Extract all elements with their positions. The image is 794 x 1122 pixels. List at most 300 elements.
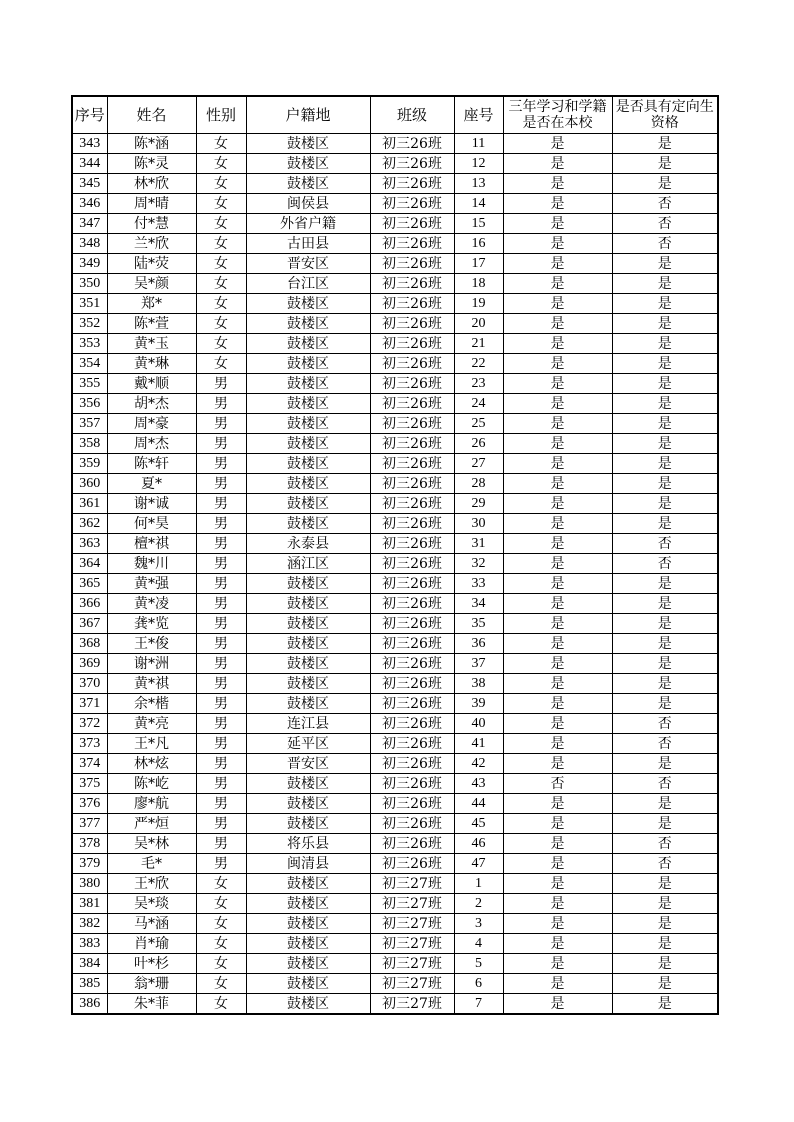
gender-cell: 男 — [196, 494, 246, 514]
class-cell: 初三26班 — [370, 354, 454, 374]
seq-cell: 357 — [72, 414, 107, 434]
qualified-cell: 是 — [612, 134, 718, 154]
table-row — [72, 614, 718, 634]
seq-cell: 353 — [72, 334, 107, 354]
qualified-cell: 否 — [612, 834, 718, 854]
name-cell: 黄*亮 — [107, 714, 196, 734]
hukou-cell: 鼓楼区 — [246, 934, 370, 954]
class-cell: 初三26班 — [370, 554, 454, 574]
seat-cell: 32 — [454, 554, 503, 574]
class-cell: 初三26班 — [370, 474, 454, 494]
class-cell: 初三26班 — [370, 814, 454, 834]
three-year-cell: 是 — [503, 994, 612, 1015]
three-year-cell: 是 — [503, 914, 612, 934]
qualified-cell: 是 — [612, 654, 718, 674]
student-roster-table — [71, 95, 719, 1015]
name-cell: 林*炫 — [107, 754, 196, 774]
hukou-cell: 鼓楼区 — [246, 974, 370, 994]
seat-cell: 6 — [454, 974, 503, 994]
qualified-cell: 否 — [612, 234, 718, 254]
gender-cell: 女 — [196, 134, 246, 154]
three-year-cell: 是 — [503, 894, 612, 914]
hukou-cell: 鼓楼区 — [246, 474, 370, 494]
class-cell: 初三26班 — [370, 274, 454, 294]
name-cell: 吴*颜 — [107, 274, 196, 294]
table-row — [72, 594, 718, 614]
hukou-cell: 鼓楼区 — [246, 874, 370, 894]
seq-cell: 373 — [72, 734, 107, 754]
class-cell: 初三26班 — [370, 234, 454, 254]
header-qualified: 是否具有定向生资格 — [612, 96, 718, 134]
seq-cell: 367 — [72, 614, 107, 634]
gender-cell: 女 — [196, 254, 246, 274]
qualified-cell: 否 — [612, 774, 718, 794]
seq-cell: 351 — [72, 294, 107, 314]
three-year-cell: 是 — [503, 594, 612, 614]
qualified-cell: 是 — [612, 754, 718, 774]
three-year-cell: 是 — [503, 374, 612, 394]
class-cell: 初三27班 — [370, 954, 454, 974]
name-cell: 陈*灵 — [107, 154, 196, 174]
seq-cell: 348 — [72, 234, 107, 254]
name-cell: 黄*玉 — [107, 334, 196, 354]
name-cell: 肖*瑜 — [107, 934, 196, 954]
seat-cell: 13 — [454, 174, 503, 194]
class-cell: 初三26班 — [370, 414, 454, 434]
class-cell: 初三26班 — [370, 534, 454, 554]
seat-cell: 1 — [454, 874, 503, 894]
qualified-cell: 是 — [612, 974, 718, 994]
gender-cell: 男 — [196, 674, 246, 694]
qualified-cell: 是 — [612, 694, 718, 714]
qualified-cell: 是 — [612, 994, 718, 1015]
qualified-cell: 是 — [612, 274, 718, 294]
table-row — [72, 694, 718, 714]
seq-cell: 356 — [72, 394, 107, 414]
name-cell: 王*欣 — [107, 874, 196, 894]
table-row — [72, 274, 718, 294]
qualified-cell: 是 — [612, 334, 718, 354]
gender-cell: 男 — [196, 434, 246, 454]
hukou-cell: 鼓楼区 — [246, 894, 370, 914]
qualified-cell: 否 — [612, 854, 718, 874]
table-row — [72, 154, 718, 174]
class-cell: 初三26班 — [370, 294, 454, 314]
gender-cell: 女 — [196, 354, 246, 374]
hukou-cell: 鼓楼区 — [246, 174, 370, 194]
class-cell: 初三26班 — [370, 514, 454, 534]
name-cell: 翁*珊 — [107, 974, 196, 994]
qualified-cell: 是 — [612, 594, 718, 614]
three-year-cell: 是 — [503, 954, 612, 974]
seq-cell: 343 — [72, 134, 107, 154]
name-cell: 吴*琰 — [107, 894, 196, 914]
table-row — [72, 634, 718, 654]
seat-cell: 26 — [454, 434, 503, 454]
three-year-cell: 是 — [503, 634, 612, 654]
qualified-cell: 是 — [612, 314, 718, 334]
name-cell: 马*涵 — [107, 914, 196, 934]
class-cell: 初三26班 — [370, 794, 454, 814]
seq-cell: 364 — [72, 554, 107, 574]
seq-cell: 386 — [72, 994, 107, 1015]
qualified-cell: 否 — [612, 214, 718, 234]
gender-cell: 男 — [196, 574, 246, 594]
class-cell: 初三26班 — [370, 394, 454, 414]
three-year-cell: 是 — [503, 174, 612, 194]
three-year-cell: 是 — [503, 714, 612, 734]
three-year-cell: 是 — [503, 294, 612, 314]
hukou-cell: 永泰县 — [246, 534, 370, 554]
table-row — [72, 314, 718, 334]
gender-cell: 男 — [196, 394, 246, 414]
seq-cell: 355 — [72, 374, 107, 394]
hukou-cell: 鼓楼区 — [246, 694, 370, 714]
seat-cell: 20 — [454, 314, 503, 334]
hukou-cell: 鼓楼区 — [246, 634, 370, 654]
three-year-cell: 是 — [503, 934, 612, 954]
seat-cell: 33 — [454, 574, 503, 594]
seat-cell: 45 — [454, 814, 503, 834]
three-year-cell: 否 — [503, 774, 612, 794]
table-row — [72, 714, 718, 734]
hukou-cell: 鼓楼区 — [246, 354, 370, 374]
table-row — [72, 374, 718, 394]
seq-cell: 359 — [72, 454, 107, 474]
seat-cell: 7 — [454, 994, 503, 1015]
qualified-cell: 是 — [612, 154, 718, 174]
three-year-cell: 是 — [503, 454, 612, 474]
three-year-cell: 是 — [503, 154, 612, 174]
class-cell: 初三26班 — [370, 734, 454, 754]
seat-cell: 5 — [454, 954, 503, 974]
seq-cell: 375 — [72, 774, 107, 794]
table-row — [72, 474, 718, 494]
gender-cell: 女 — [196, 334, 246, 354]
qualified-cell: 是 — [612, 934, 718, 954]
table-row — [72, 734, 718, 754]
seq-cell: 345 — [72, 174, 107, 194]
gender-cell: 男 — [196, 754, 246, 774]
gender-cell: 男 — [196, 774, 246, 794]
header-gender: 性别 — [196, 96, 246, 134]
hukou-cell: 鼓楼区 — [246, 134, 370, 154]
qualified-cell: 是 — [612, 874, 718, 894]
seq-cell: 383 — [72, 934, 107, 954]
seat-cell: 15 — [454, 214, 503, 234]
seq-cell: 347 — [72, 214, 107, 234]
three-year-cell: 是 — [503, 314, 612, 334]
hukou-cell: 鼓楼区 — [246, 954, 370, 974]
gender-cell: 男 — [196, 534, 246, 554]
three-year-cell: 是 — [503, 754, 612, 774]
table-row — [72, 134, 718, 154]
three-year-cell: 是 — [503, 834, 612, 854]
gender-cell: 男 — [196, 514, 246, 534]
gender-cell: 女 — [196, 974, 246, 994]
seat-cell: 18 — [454, 274, 503, 294]
seat-cell: 23 — [454, 374, 503, 394]
name-cell: 朱*菲 — [107, 994, 196, 1015]
hukou-cell: 涵江区 — [246, 554, 370, 574]
name-cell: 陈*涵 — [107, 134, 196, 154]
hukou-cell: 古田县 — [246, 234, 370, 254]
name-cell: 陆*荧 — [107, 254, 196, 274]
gender-cell: 女 — [196, 314, 246, 334]
qualified-cell: 是 — [612, 354, 718, 374]
seq-cell: 372 — [72, 714, 107, 734]
qualified-cell: 否 — [612, 534, 718, 554]
table-row — [72, 834, 718, 854]
class-cell: 初三26班 — [370, 194, 454, 214]
hukou-cell: 鼓楼区 — [246, 514, 370, 534]
hukou-cell: 将乐县 — [246, 834, 370, 854]
name-cell: 兰*欣 — [107, 234, 196, 254]
qualified-cell: 是 — [612, 414, 718, 434]
table-row — [72, 174, 718, 194]
class-cell: 初三26班 — [370, 574, 454, 594]
gender-cell: 男 — [196, 814, 246, 834]
name-cell: 黄*琳 — [107, 354, 196, 374]
gender-cell: 男 — [196, 614, 246, 634]
class-cell: 初三26班 — [370, 214, 454, 234]
qualified-cell: 是 — [612, 894, 718, 914]
seq-cell: 384 — [72, 954, 107, 974]
class-cell: 初三26班 — [370, 634, 454, 654]
table-row — [72, 334, 718, 354]
hukou-cell: 鼓楼区 — [246, 574, 370, 594]
seq-cell: 376 — [72, 794, 107, 814]
gender-cell: 女 — [196, 194, 246, 214]
qualified-cell: 是 — [612, 434, 718, 454]
table-row — [72, 754, 718, 774]
qualified-cell: 是 — [612, 914, 718, 934]
class-cell: 初三26班 — [370, 774, 454, 794]
gender-cell: 男 — [196, 654, 246, 674]
name-cell: 夏* — [107, 474, 196, 494]
seq-cell: 366 — [72, 594, 107, 614]
hukou-cell: 鼓楼区 — [246, 674, 370, 694]
gender-cell: 女 — [196, 234, 246, 254]
class-cell: 初三26班 — [370, 494, 454, 514]
three-year-cell: 是 — [503, 414, 612, 434]
gender-cell: 女 — [196, 914, 246, 934]
qualified-cell: 是 — [612, 494, 718, 514]
hukou-cell: 鼓楼区 — [246, 434, 370, 454]
qualified-cell: 是 — [612, 374, 718, 394]
seat-cell: 12 — [454, 154, 503, 174]
class-cell: 初三26班 — [370, 854, 454, 874]
qualified-cell: 否 — [612, 554, 718, 574]
gender-cell: 女 — [196, 154, 246, 174]
gender-cell: 女 — [196, 934, 246, 954]
seq-cell: 379 — [72, 854, 107, 874]
table-row — [72, 914, 718, 934]
name-cell: 魏*川 — [107, 554, 196, 574]
class-cell: 初三26班 — [370, 314, 454, 334]
class-cell: 初三27班 — [370, 974, 454, 994]
table-row — [72, 774, 718, 794]
name-cell: 黄*强 — [107, 574, 196, 594]
three-year-cell: 是 — [503, 534, 612, 554]
name-cell: 王*俊 — [107, 634, 196, 654]
name-cell: 周*杰 — [107, 434, 196, 454]
three-year-cell: 是 — [503, 694, 612, 714]
seat-cell: 29 — [454, 494, 503, 514]
class-cell: 初三26班 — [370, 714, 454, 734]
seq-cell: 361 — [72, 494, 107, 514]
seat-cell: 42 — [454, 754, 503, 774]
name-cell: 谢*诚 — [107, 494, 196, 514]
seq-cell: 374 — [72, 754, 107, 774]
name-cell: 吴*林 — [107, 834, 196, 854]
three-year-cell: 是 — [503, 494, 612, 514]
table-row — [72, 434, 718, 454]
gender-cell: 男 — [196, 414, 246, 434]
class-cell: 初三26班 — [370, 434, 454, 454]
three-year-cell: 是 — [503, 974, 612, 994]
seat-cell: 21 — [454, 334, 503, 354]
seat-cell: 11 — [454, 134, 503, 154]
qualified-cell: 是 — [612, 634, 718, 654]
seq-cell: 378 — [72, 834, 107, 854]
hukou-cell: 鼓楼区 — [246, 594, 370, 614]
qualified-cell: 是 — [612, 814, 718, 834]
name-cell: 周*豪 — [107, 414, 196, 434]
qualified-cell: 是 — [612, 614, 718, 634]
table-row — [72, 414, 718, 434]
class-cell: 初三26班 — [370, 674, 454, 694]
three-year-cell: 是 — [503, 554, 612, 574]
seq-cell: 362 — [72, 514, 107, 534]
seat-cell: 41 — [454, 734, 503, 754]
gender-cell: 男 — [196, 474, 246, 494]
three-year-cell: 是 — [503, 574, 612, 594]
three-year-cell: 是 — [503, 654, 612, 674]
three-year-cell: 是 — [503, 814, 612, 834]
table-row — [72, 294, 718, 314]
seq-cell: 377 — [72, 814, 107, 834]
hukou-cell: 晋安区 — [246, 754, 370, 774]
name-cell: 胡*杰 — [107, 394, 196, 414]
name-cell: 陈*屹 — [107, 774, 196, 794]
three-year-cell: 是 — [503, 234, 612, 254]
seat-cell: 3 — [454, 914, 503, 934]
table-row — [72, 494, 718, 514]
seat-cell: 34 — [454, 594, 503, 614]
table-row — [72, 794, 718, 814]
seat-cell: 36 — [454, 634, 503, 654]
three-year-cell: 是 — [503, 874, 612, 894]
qualified-cell: 是 — [612, 674, 718, 694]
three-year-cell: 是 — [503, 474, 612, 494]
table-body — [72, 134, 718, 1015]
class-cell: 初三26班 — [370, 134, 454, 154]
name-cell: 郑* — [107, 294, 196, 314]
seat-cell: 43 — [454, 774, 503, 794]
qualified-cell: 是 — [612, 394, 718, 414]
hukou-cell: 延平区 — [246, 734, 370, 754]
gender-cell: 男 — [196, 554, 246, 574]
seat-cell: 38 — [454, 674, 503, 694]
gender-cell: 男 — [196, 694, 246, 714]
three-year-cell: 是 — [503, 794, 612, 814]
seat-cell: 27 — [454, 454, 503, 474]
hukou-cell: 鼓楼区 — [246, 314, 370, 334]
class-cell: 初三26班 — [370, 454, 454, 474]
gender-cell: 女 — [196, 874, 246, 894]
table-row — [72, 194, 718, 214]
seat-cell: 2 — [454, 894, 503, 914]
seq-cell: 358 — [72, 434, 107, 454]
name-cell: 龚*览 — [107, 614, 196, 634]
seat-cell: 24 — [454, 394, 503, 414]
seq-cell: 346 — [72, 194, 107, 214]
qualified-cell: 否 — [612, 194, 718, 214]
gender-cell: 女 — [196, 214, 246, 234]
three-year-cell: 是 — [503, 194, 612, 214]
class-cell: 初三26班 — [370, 254, 454, 274]
table-row — [72, 654, 718, 674]
name-cell: 毛* — [107, 854, 196, 874]
hukou-cell: 鼓楼区 — [246, 994, 370, 1015]
gender-cell: 女 — [196, 954, 246, 974]
seat-cell: 4 — [454, 934, 503, 954]
seat-cell: 35 — [454, 614, 503, 634]
table-row — [72, 854, 718, 874]
seat-cell: 46 — [454, 834, 503, 854]
seq-cell: 363 — [72, 534, 107, 554]
class-cell: 初三27班 — [370, 894, 454, 914]
name-cell: 何*昊 — [107, 514, 196, 534]
class-cell: 初三26班 — [370, 374, 454, 394]
table-row — [72, 674, 718, 694]
hukou-cell: 鼓楼区 — [246, 414, 370, 434]
seat-cell: 28 — [454, 474, 503, 494]
table-row — [72, 874, 718, 894]
gender-cell: 男 — [196, 794, 246, 814]
seq-cell: 350 — [72, 274, 107, 294]
qualified-cell: 是 — [612, 294, 718, 314]
header-class: 班级 — [370, 96, 454, 134]
header-seat: 座号 — [454, 96, 503, 134]
table-row — [72, 214, 718, 234]
seq-cell: 381 — [72, 894, 107, 914]
gender-cell: 女 — [196, 274, 246, 294]
seq-cell: 385 — [72, 974, 107, 994]
qualified-cell: 是 — [612, 474, 718, 494]
seq-cell: 382 — [72, 914, 107, 934]
table-row — [72, 894, 718, 914]
hukou-cell: 鼓楼区 — [246, 774, 370, 794]
seq-cell: 354 — [72, 354, 107, 374]
qualified-cell: 是 — [612, 794, 718, 814]
table-row — [72, 254, 718, 274]
three-year-cell: 是 — [503, 354, 612, 374]
class-cell: 初三27班 — [370, 934, 454, 954]
gender-cell: 女 — [196, 174, 246, 194]
gender-cell: 男 — [196, 854, 246, 874]
three-year-cell: 是 — [503, 614, 612, 634]
table-row — [72, 354, 718, 374]
gender-cell: 男 — [196, 634, 246, 654]
qualified-cell: 是 — [612, 174, 718, 194]
qualified-cell: 是 — [612, 254, 718, 274]
class-cell: 初三26班 — [370, 594, 454, 614]
class-cell: 初三26班 — [370, 754, 454, 774]
seat-cell: 14 — [454, 194, 503, 214]
three-year-cell: 是 — [503, 134, 612, 154]
